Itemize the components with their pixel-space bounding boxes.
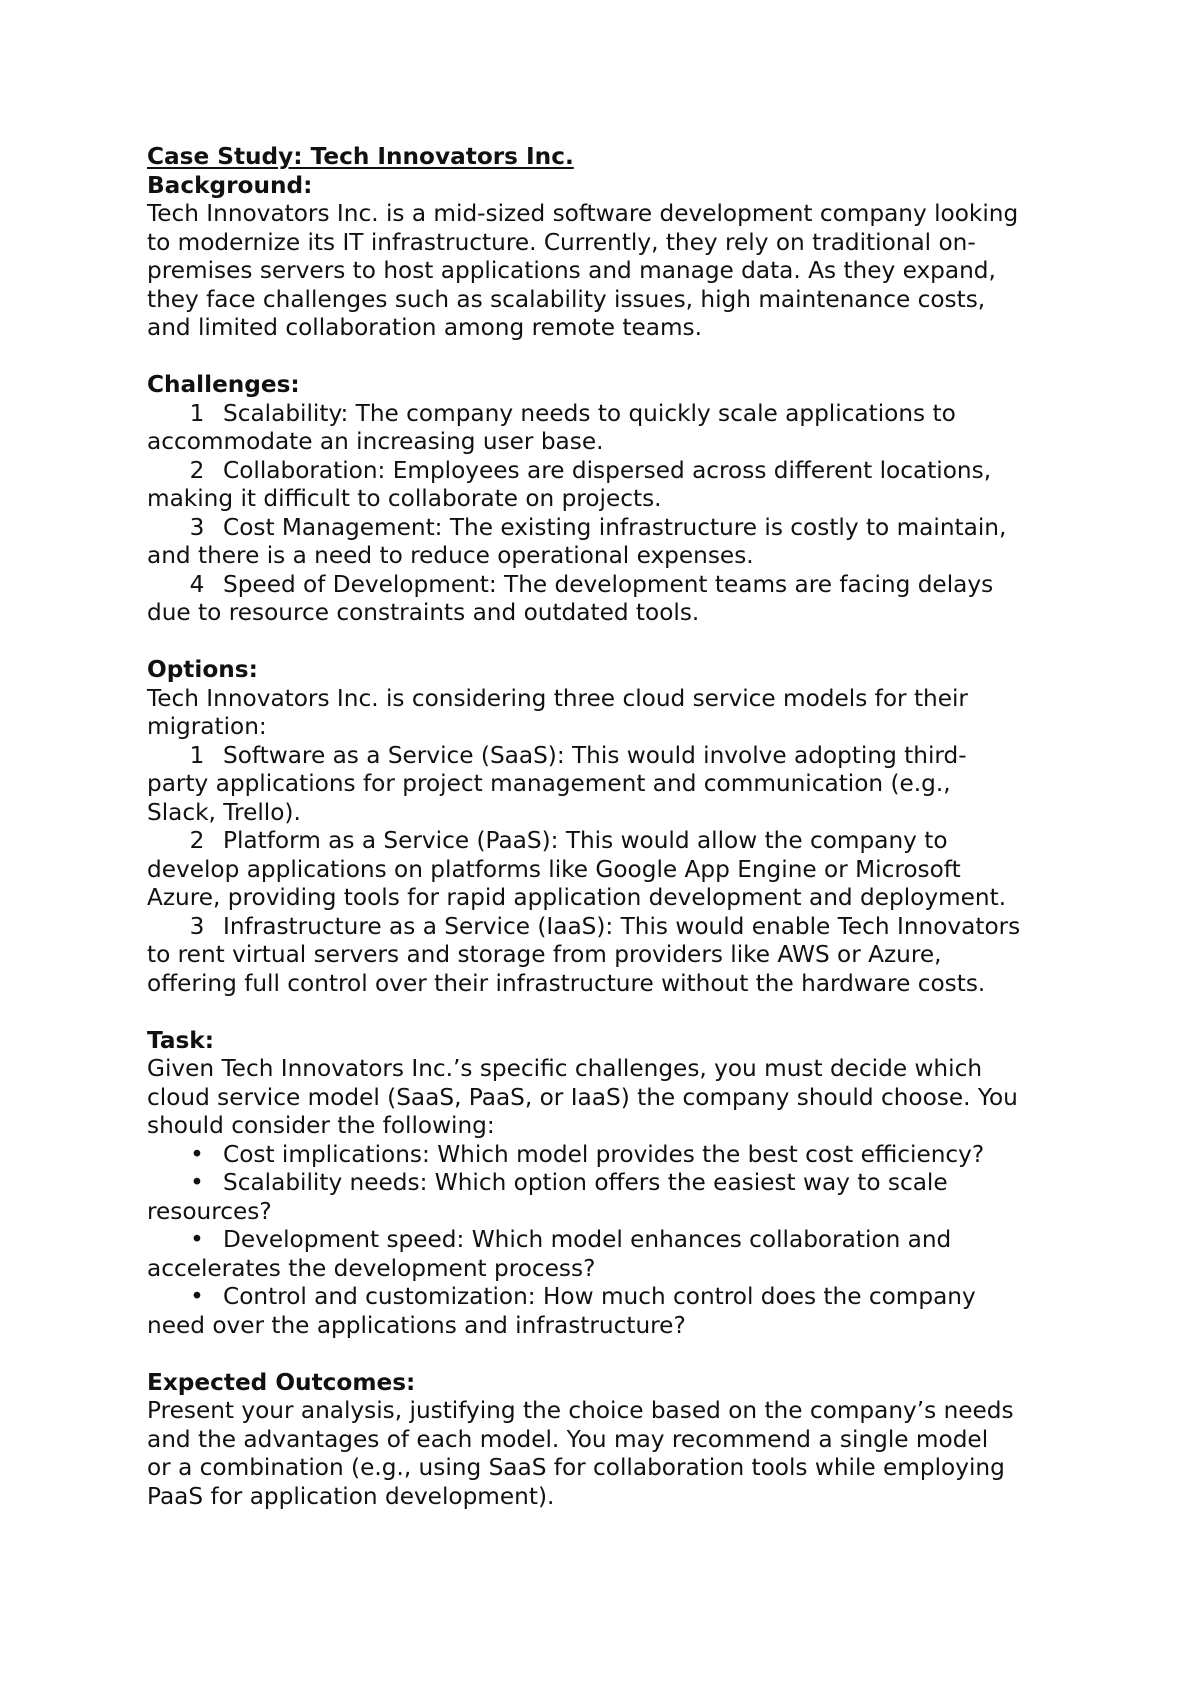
background-line: premises servers to host applications and manage data. As they expand, [147, 257, 996, 284]
document-body [147, 143, 1087, 1511]
task-item-2 [147, 1169, 1087, 1198]
options-heading: Options: [147, 656, 258, 683]
paragraph-gap [147, 343, 1087, 372]
option-continuation: Azure, providing tools for rapid application development and deployment. [147, 884, 1007, 911]
challenge-text: Collaboration: Employees are dispersed across different locations, [223, 456, 992, 484]
challenge-item-4 [147, 571, 1087, 600]
task-intro-line: should consider the following: [147, 1112, 495, 1139]
paragraph-gap [147, 628, 1087, 657]
challenge-text: Scalability: The company needs to quickly scale applications to [223, 399, 956, 427]
challenges-heading: Challenges: [147, 371, 300, 398]
challenge-text: Speed of Development: The development teams are facing delays [223, 570, 994, 598]
option-text: Infrastructure as a Service (IaaS): This would enable Tech Innovators [223, 912, 1021, 940]
options-intro-line: Tech Innovators Inc. is considering three cloud service models for their [147, 684, 968, 712]
task-intro-line: cloud service model (SaaS, PaaS, or IaaS) the company should choose. You [147, 1083, 1018, 1111]
list-number: 3 [189, 912, 205, 940]
outcomes-line: Present your analysis, justifying the choice based on the company’s needs [147, 1397, 1014, 1424]
task-heading: Task: [147, 1026, 214, 1054]
task-item-1 [147, 1141, 1087, 1170]
list-number: 1 [189, 741, 205, 769]
challenge-continuation: making it difficult to collaborate on projects. [147, 485, 662, 512]
option-item-3 [147, 913, 1087, 942]
challenge-continuation: due to resource constraints and outdated tools. [147, 599, 700, 626]
option-item-2 [147, 827, 1087, 856]
bullet-marker: • [190, 1169, 204, 1196]
list-number: 3 [189, 513, 205, 541]
task-text: Scalability needs: Which option offers the easiest way to scale [223, 1169, 948, 1196]
bullet-marker: • [190, 1140, 204, 1168]
option-text: Platform as a Service (PaaS): This would allow the company to [223, 827, 948, 854]
options-intro-line: migration: [147, 713, 267, 740]
option-text: Software as a Service (SaaS): This would involve adopting third- [223, 741, 967, 769]
list-number: 2 [189, 456, 205, 484]
list-number: 4 [189, 570, 205, 598]
list-number: 1 [189, 399, 205, 427]
task-text: Development speed: Which model enhances collaboration and [223, 1226, 952, 1253]
background-heading: Background: [147, 171, 313, 199]
background-line: and limited collaboration among remote teams. [147, 314, 702, 341]
task-continuation: accelerates the development process? [147, 1254, 596, 1282]
bullet-marker: • [190, 1226, 204, 1253]
outcomes-heading: Expected Outcomes: [147, 1368, 416, 1396]
background-line: they face challenges such as scalability issues, high maintenance costs, [147, 285, 986, 313]
task-continuation: need over the applications and infrastructure? [147, 1311, 686, 1339]
task-text: Control and customization: How much control does the company [223, 1283, 976, 1310]
task-intro-line: Given Tech Innovators Inc.’s specific challenges, you must decide which [147, 1055, 983, 1082]
task-text: Cost implications: Which model provides the best cost efficiency? [223, 1140, 985, 1168]
outcomes-line: and the advantages of each model. You may recommend a single model [147, 1425, 989, 1453]
option-continuation: develop applications on platforms like Google App Engine or Microsoft [147, 855, 961, 883]
challenge-continuation: accommodate an increasing user base. [147, 428, 604, 455]
background-line: to modernize its IT infrastructure. Currently, they rely on traditional on- [147, 228, 976, 256]
document-title: Case Study: Tech Innovators Inc. [147, 143, 574, 170]
bullet-marker: • [190, 1283, 204, 1310]
list-number: 2 [189, 827, 205, 854]
outcomes-line: or a combination (e.g., using SaaS for collaboration tools while employing [147, 1454, 1005, 1481]
background-line: Tech Innovators Inc. is a mid-sized software development company looking [147, 200, 1019, 227]
task-continuation: resources? [147, 1197, 272, 1225]
option-continuation: to rent virtual servers and storage from providers like AWS or Azure, [147, 941, 942, 968]
challenge-item-1 [147, 400, 1087, 429]
option-continuation: Slack, Trello). [147, 798, 301, 826]
option-continuation: offering full control over their infrastructure without the hardware costs. [147, 969, 986, 997]
task-item-4 [147, 1283, 1087, 1312]
paragraph-gap [147, 998, 1087, 1027]
option-continuation: party applications for project management and communication (e.g., [147, 770, 951, 797]
option-item-1 [147, 742, 1087, 771]
challenge-item-3 [147, 514, 1087, 543]
challenge-continuation: and there is a need to reduce operational expenses. [147, 542, 754, 569]
task-item-3 [147, 1226, 1087, 1255]
challenge-text: Cost Management: The existing infrastructure is costly to maintain, [223, 513, 1007, 541]
challenge-item-2 [147, 457, 1087, 486]
outcomes-line: PaaS for application development). [147, 1482, 555, 1510]
paragraph-gap [147, 1340, 1087, 1369]
